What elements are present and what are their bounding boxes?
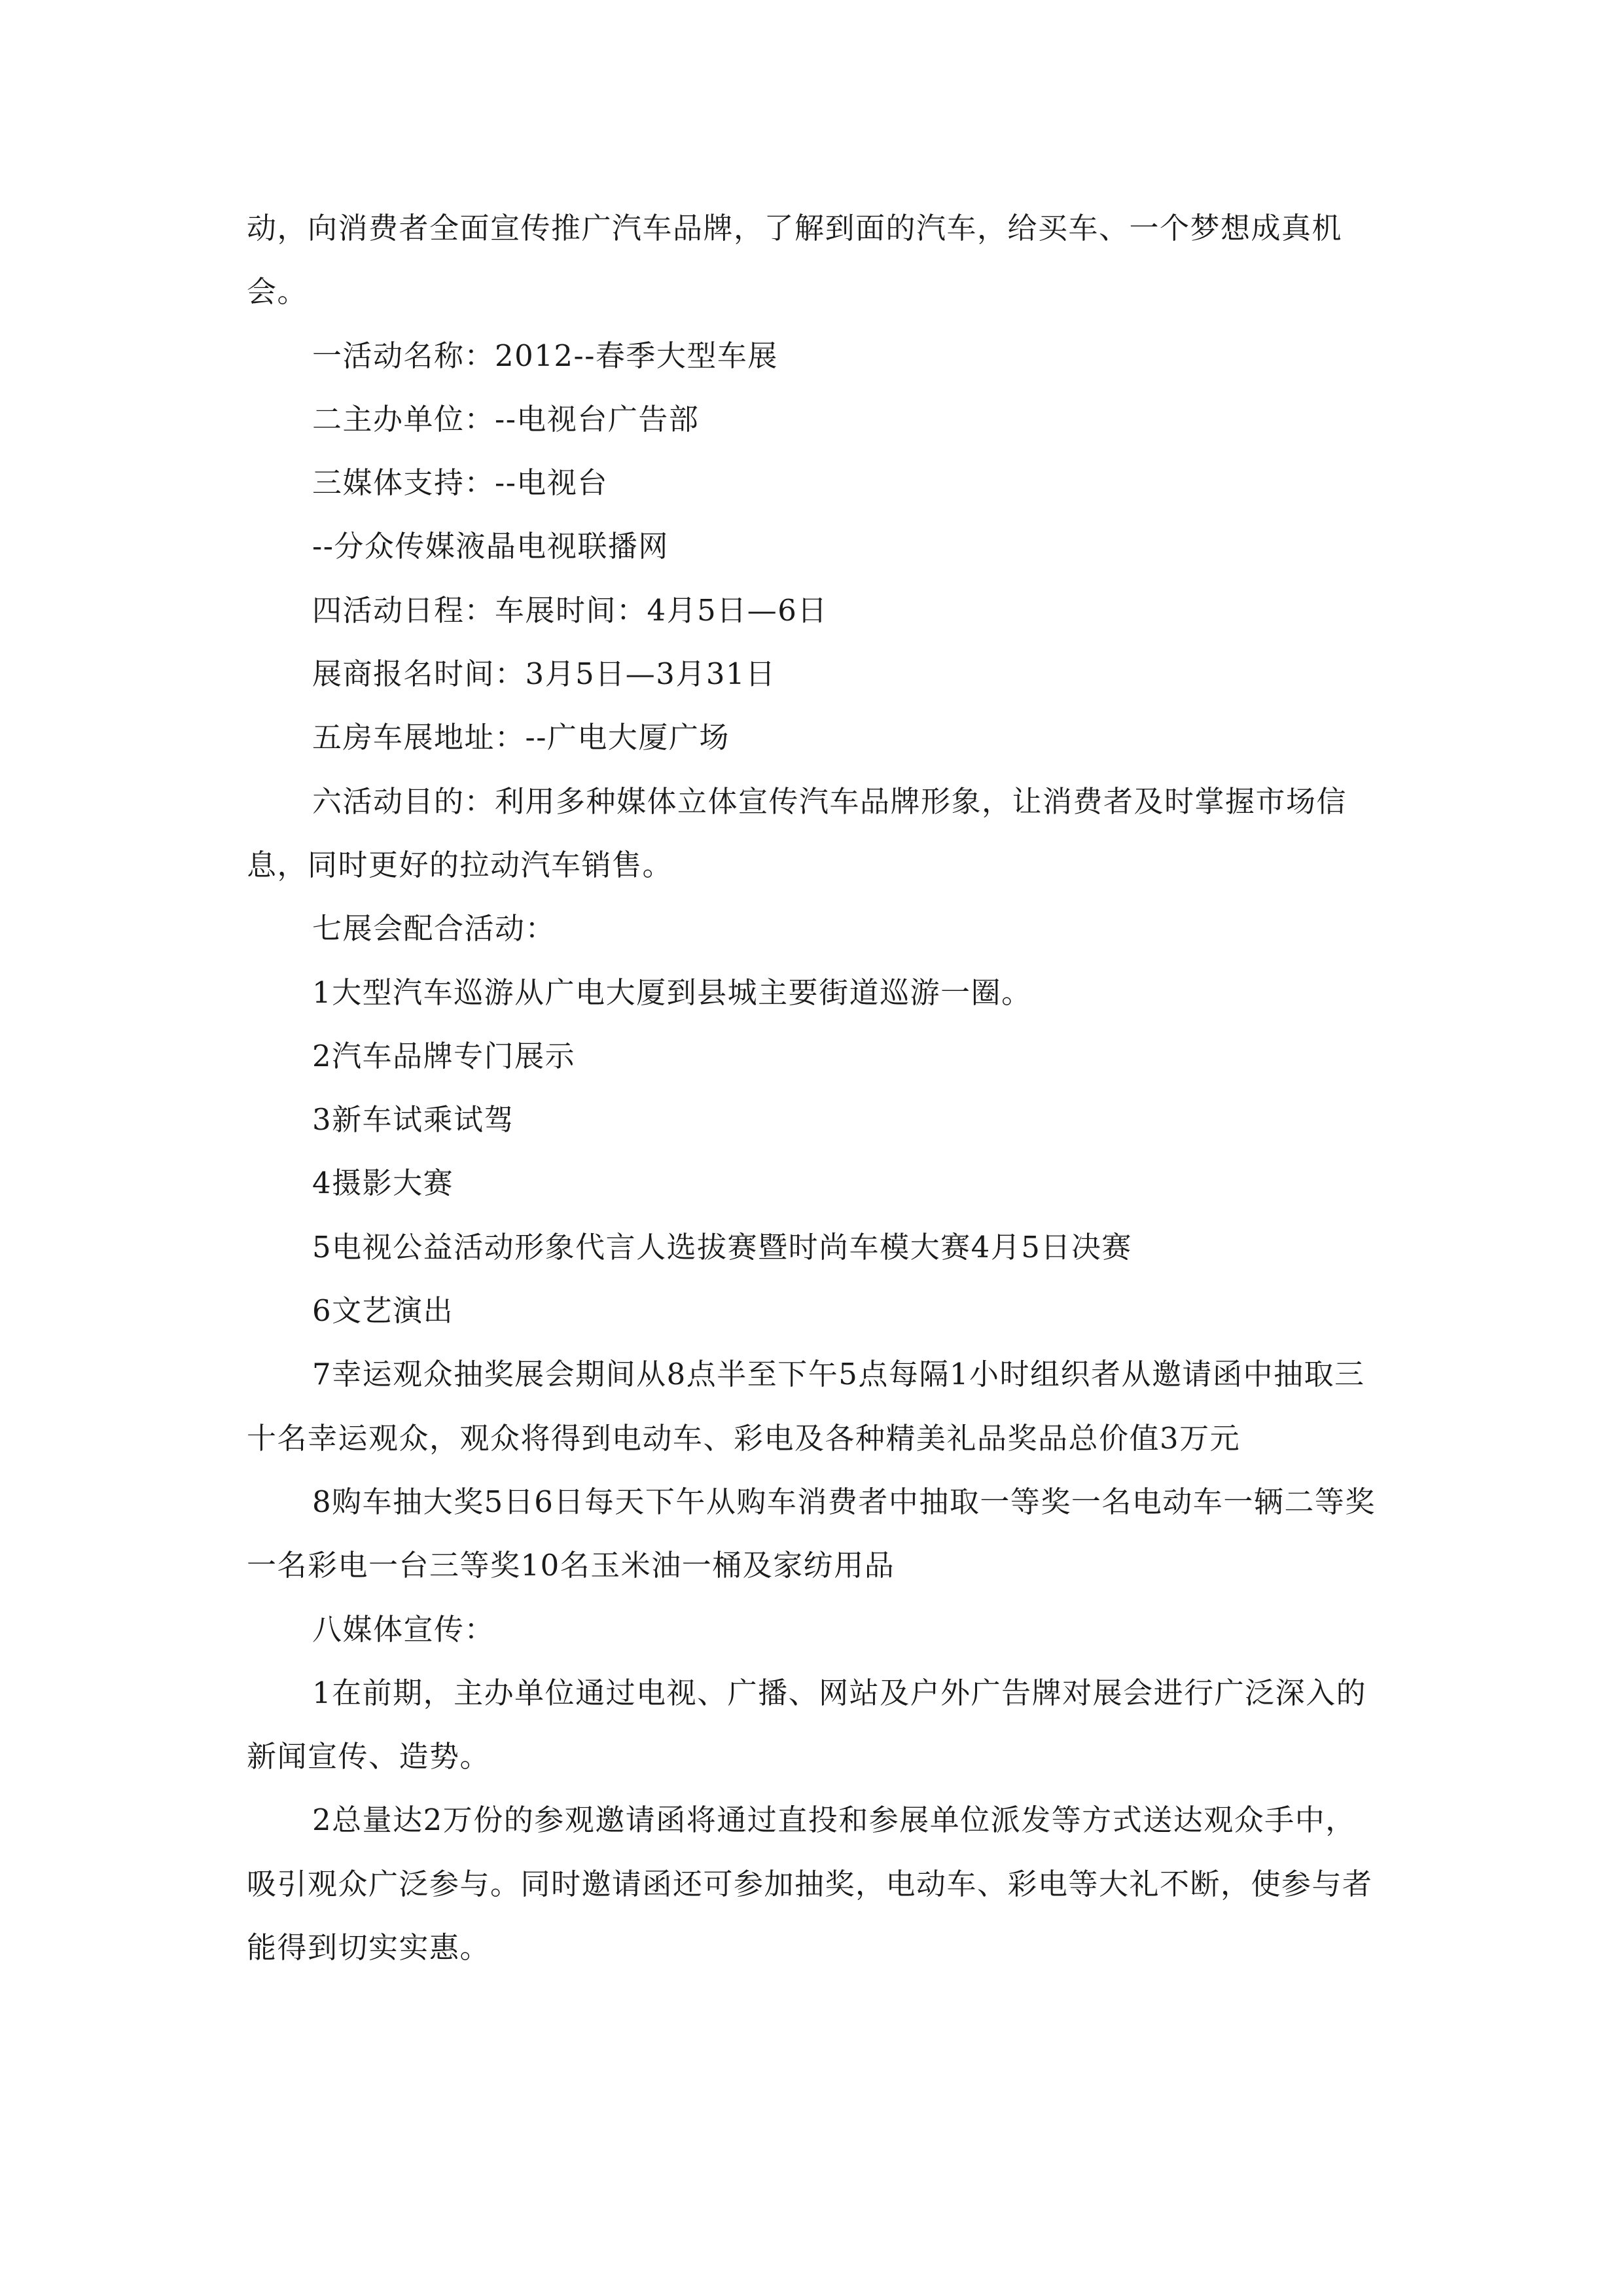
paragraph-event-name: 一活动名称：2012--春季大型车展 (312, 338, 778, 373)
paragraph-venue: 五房车展地址：--广电大厦广场 (312, 720, 730, 755)
paragraph-schedule: 四活动日程：车展时间：4月5日—6日 (312, 592, 828, 628)
paragraph-registration-time: 展商报名时间：3月5日—3月31日 (312, 656, 776, 692)
document-body (247, 196, 1379, 1979)
paragraph-activities-heading: 七展会配合活动： (312, 911, 556, 946)
list-item-activity-4: 4摄影大赛 (312, 1166, 454, 1201)
paragraph-media-support-network: --分众传媒液晶电视联播网 (312, 529, 669, 564)
list-item-activity-8: 8购车抽大奖5日6日每天下午从购车消费者中抽取一等奖一名电动车一辆二等奖一名彩电一台三等奖10名玉米油一桶及家纺用品 (247, 1484, 1376, 1583)
list-item-publicity-1: 1在前期，主办单位通过电视、广播、网站及户外广告牌对展会进行广泛深入的新闻宣传、造势。 (247, 1675, 1367, 1774)
paragraph-organizer: 二主办单位：--电视台广告部 (312, 401, 700, 437)
paragraph-publicity-heading: 八媒体宣传： (312, 1611, 495, 1647)
list-item-activity-1: 1大型汽车巡游从广电大厦到县城主要街道巡游一圈。 (312, 975, 1032, 1010)
paragraph-intro-continued: 动，向消费者全面宣传推广汽车品牌，了解到面的汽车，给买车、一个梦想成真机会。 (247, 211, 1343, 310)
list-item-activity-7: 7幸运观众抽奖展会期间从8点半至下午5点每隔1小时组织者从邀请函中抽取三十名幸运观众，观众将得到电动车、彩电及各种精美礼品奖品总价值3万元 (247, 1357, 1365, 1456)
list-item-activity-2: 2汽车品牌专门展示 (312, 1038, 576, 1073)
list-item-activity-6: 6文艺演出 (312, 1293, 454, 1329)
paragraph-purpose: 六活动目的：利用多种媒体立体宣传汽车品牌形象，让消费者及时掌握市场信息，同时更好的拉动汽车销售。 (247, 783, 1347, 882)
list-item-publicity-2: 2总量达2万份的参观邀请函将通过直投和参展单位派发等方式送达观众手中，吸引观众广泛参与。同时邀请函还可参加抽奖，电动车、彩电等大礼不断，使参与者能得到切实实惠。 (247, 1803, 1373, 1965)
paragraph-media-support: 三媒体支持：--电视台 (312, 465, 608, 501)
list-item-activity-5: 5电视公益活动形象代言人选拔赛暨时尚车模大赛4月5日决赛 (312, 1229, 1132, 1265)
list-item-activity-3: 3新车试乘试驾 (312, 1102, 515, 1138)
